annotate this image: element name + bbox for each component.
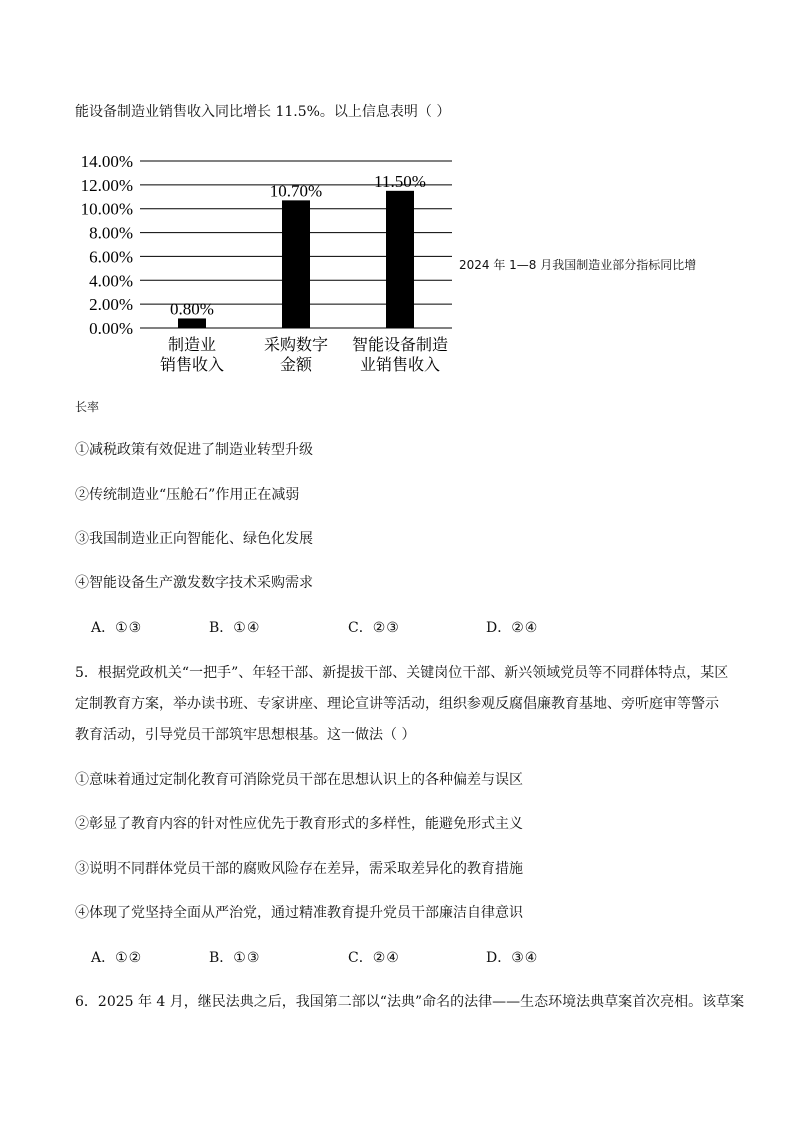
q4-statement-3: ③我国制造业正向智能化、绿色化发展 xyxy=(75,531,313,547)
x-category-label: 采购数字 xyxy=(263,335,329,354)
data-label: 11.50% xyxy=(374,171,426,191)
q5-statement-2: ②彰显了教育内容的针对性应优先于教育形式的多样性，能避免形式主义 xyxy=(75,816,523,832)
q5-statement-3: ③说明不同群体党员干部的腐败风险存在差异，需采取差异化的教育措施 xyxy=(75,861,523,877)
x-category-label: 销售收入 xyxy=(159,355,225,374)
y-tick-label: 4.00% xyxy=(89,271,133,291)
chart-title-continued: 长率 xyxy=(75,400,100,414)
y-tick-label: 14.00% xyxy=(80,152,133,171)
bar-chart xyxy=(60,148,460,388)
q5-statement-4: ④体现了党坚持全面从严治党，通过精准教育提升党员干部廉洁自律意识 xyxy=(75,905,523,921)
x-category-label: 金额 xyxy=(279,355,313,374)
bar xyxy=(282,200,310,328)
data-label: 0.80% xyxy=(170,299,214,319)
bar xyxy=(178,318,206,328)
q4-statement-2: ②传统制造业“压舱石”作用正在减弱 xyxy=(75,487,300,503)
q5-option-c[interactable]: C．②④ xyxy=(348,950,400,966)
intro-line: 能设备制造业销售收入同比增长 11.5%。以上信息表明（ ） xyxy=(75,104,451,120)
q4-option-c[interactable]: C．②③ xyxy=(348,620,400,636)
q5-option-b[interactable]: B．①③ xyxy=(209,950,261,966)
q5-stem-line-3: 教育活动，引导党员干部筑牢思想根基。这一做法（ ） xyxy=(75,727,416,743)
q5-stem-line-2: 定制教育方案，举办读书班、专家讲座、理论宣讲等活动，组织参观反腐倡廉教育基地、旁听庭审等警示 xyxy=(75,696,719,712)
q6-stem-line-1: 6．2025 年 4 月，继民法典之后，我国第二部以“法典”命名的法律——生态环境法典草案首次亮相。该草案 xyxy=(75,994,745,1010)
data-label: 10.70% xyxy=(269,181,323,201)
q4-option-d[interactable]: D．②④ xyxy=(486,620,539,636)
chart-title: 2024 年 1—8 月我国制造业部分指标同比增 xyxy=(459,258,697,272)
q5-option-a[interactable]: A．①② xyxy=(91,950,143,966)
q4-statement-4: ④智能设备生产激发数字技术采购需求 xyxy=(75,575,313,591)
x-category-label: 业销售收入 xyxy=(359,355,441,374)
y-tick-label: 10.00% xyxy=(80,199,133,219)
q5-option-d[interactable]: D．③④ xyxy=(486,950,539,966)
q4-option-a[interactable]: A．①③ xyxy=(91,620,143,636)
y-tick-label: 12.00% xyxy=(80,175,133,195)
q5-stem-line-1: 5．根据党政机关“一把手”、年轻干部、新提拔干部、关键岗位干部、新兴领域党员等不同群体特点，某区 xyxy=(75,665,729,681)
q4-option-b[interactable]: B．①④ xyxy=(209,620,261,636)
q5-statement-1: ①意味着通过定制化教育可消除党员干部在思想认识上的各种偏差与误区 xyxy=(75,772,523,788)
y-tick-label: 2.00% xyxy=(89,295,133,315)
y-tick-label: 6.00% xyxy=(89,247,133,267)
q4-statement-1: ①减税政策有效促进了制造业转型升级 xyxy=(75,442,313,458)
bar xyxy=(386,191,414,328)
x-category-label: 制造业 xyxy=(167,335,217,354)
x-category-label: 智能设备制造 xyxy=(351,335,449,354)
y-tick-label: 0.00% xyxy=(89,319,133,338)
y-tick-label: 8.00% xyxy=(89,223,133,243)
